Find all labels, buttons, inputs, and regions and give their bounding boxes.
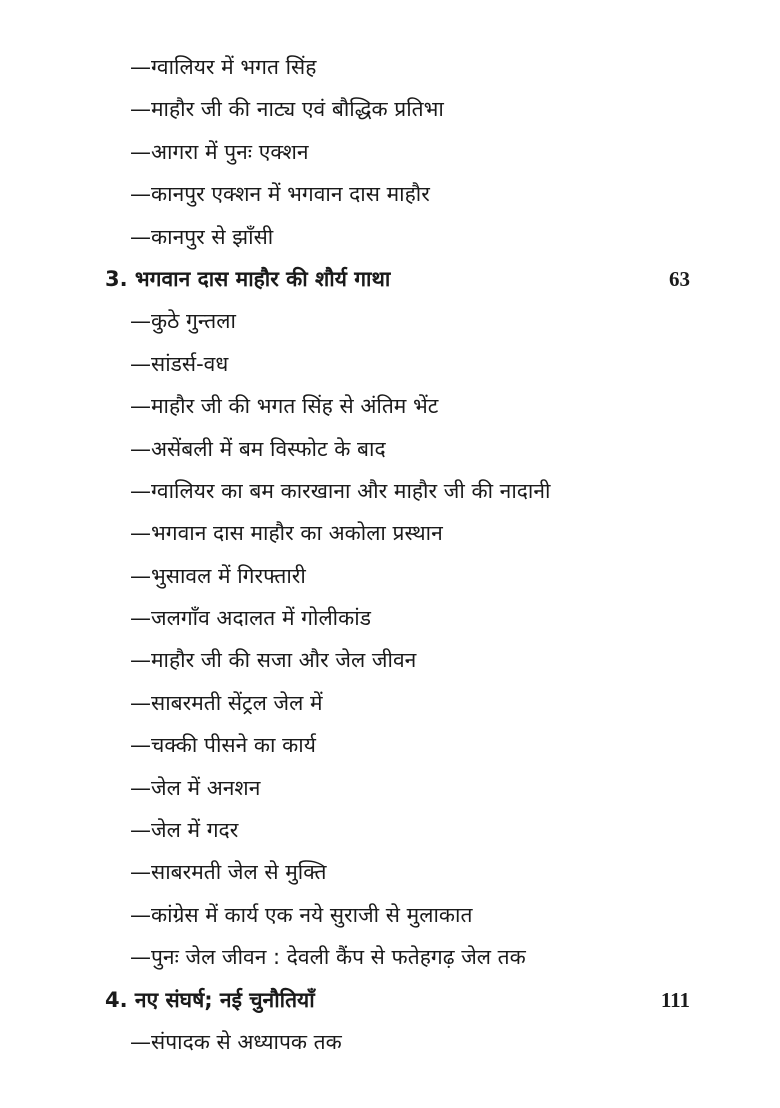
subentry-text: —माहौर जी की सजा और जेल जीवन (130, 648, 417, 673)
toc-subentry (0, 385, 780, 427)
toc-subentry (0, 216, 780, 258)
toc-subentry (0, 936, 780, 978)
subentry-text: —चक्की पीसने का कार्य (130, 733, 316, 758)
toc-subentry (0, 851, 780, 893)
chapter-title: 4. नए संघर्ष; नई चुनौतियाँ (105, 987, 315, 1012)
subentry-text: —माहौर जी की नाट्य एवं बौद्धिक प्रतिभा (130, 97, 444, 122)
subentry-text: —सांडर्स-वध (130, 351, 229, 376)
toc-subentry (0, 343, 780, 385)
page-number: 111 (660, 987, 690, 1012)
toc-subentry (0, 470, 780, 512)
toc-subentry (0, 512, 780, 554)
subentry-text: —ग्वालियर में भगत सिंह (130, 55, 317, 79)
page-number: 63 (669, 266, 690, 291)
toc-subentry (0, 555, 780, 597)
toc-subentry (0, 767, 780, 809)
subentry-text: —साबरमती जेल से मुक्ति (130, 860, 327, 885)
toc-subentry (0, 597, 780, 639)
toc-subentry (0, 682, 780, 724)
subentry-text: —कांग्रेस में कार्य एक नये सुराजी से मुलाकात (130, 902, 473, 927)
toc-subentry (0, 894, 780, 936)
toc-subentry (0, 300, 780, 342)
table-of-contents (0, 46, 780, 1063)
subentry-text: —साबरमती सेंट्रल जेल में (130, 690, 323, 715)
subentry-text: —भुसावल में गिरफ्तारी (130, 563, 306, 588)
subentry-text: —कानपुर एक्शन में भगवान दास माहौर (130, 182, 430, 207)
subentry-text: —पुनः जेल जीवन : देवली कैंप से फतेहगढ़ जेल तक (130, 945, 526, 970)
subentry-text: —माहौर जी की भगत सिंह से अंतिम भेंट (130, 394, 439, 419)
subentry-text: —जलगाँव अदालत में गोलीकांड (130, 606, 371, 631)
subentry-text: —कानपुर से झाँसी (130, 224, 274, 249)
subentry-text: —आगरा में पुनः एक्शन (130, 139, 309, 164)
toc-subentry (0, 46, 780, 88)
subentry-text: —संपादक से अध्यापक तक (130, 1029, 342, 1054)
toc-subentry (0, 1021, 780, 1063)
toc-subentry (0, 428, 780, 470)
toc-subentry (0, 88, 780, 130)
subentry-text: —जेल में गदर (130, 818, 239, 843)
toc-subentry (0, 639, 780, 681)
toc-subentry (0, 809, 780, 851)
subentry-text: —ग्वालियर का बम कारखाना और माहौर जी की नादानी (130, 478, 551, 503)
toc-subentry (0, 724, 780, 766)
subentry-text: —भगवान दास माहौर का अकोला प्रस्थान (130, 521, 443, 546)
subentry-text: —कुठे गुन्तला (130, 309, 236, 334)
chapter-heading (0, 258, 780, 300)
chapter-title: 3. भगवान दास माहौर की शौर्य गाथा (105, 266, 391, 291)
subentry-text: —जेल में अनशन (130, 775, 261, 800)
toc-subentry (0, 131, 780, 173)
toc-subentry (0, 173, 780, 215)
chapter-heading (0, 979, 780, 1021)
subentry-text: —असेंबली में बम विस्फोट के बाद (130, 436, 386, 461)
